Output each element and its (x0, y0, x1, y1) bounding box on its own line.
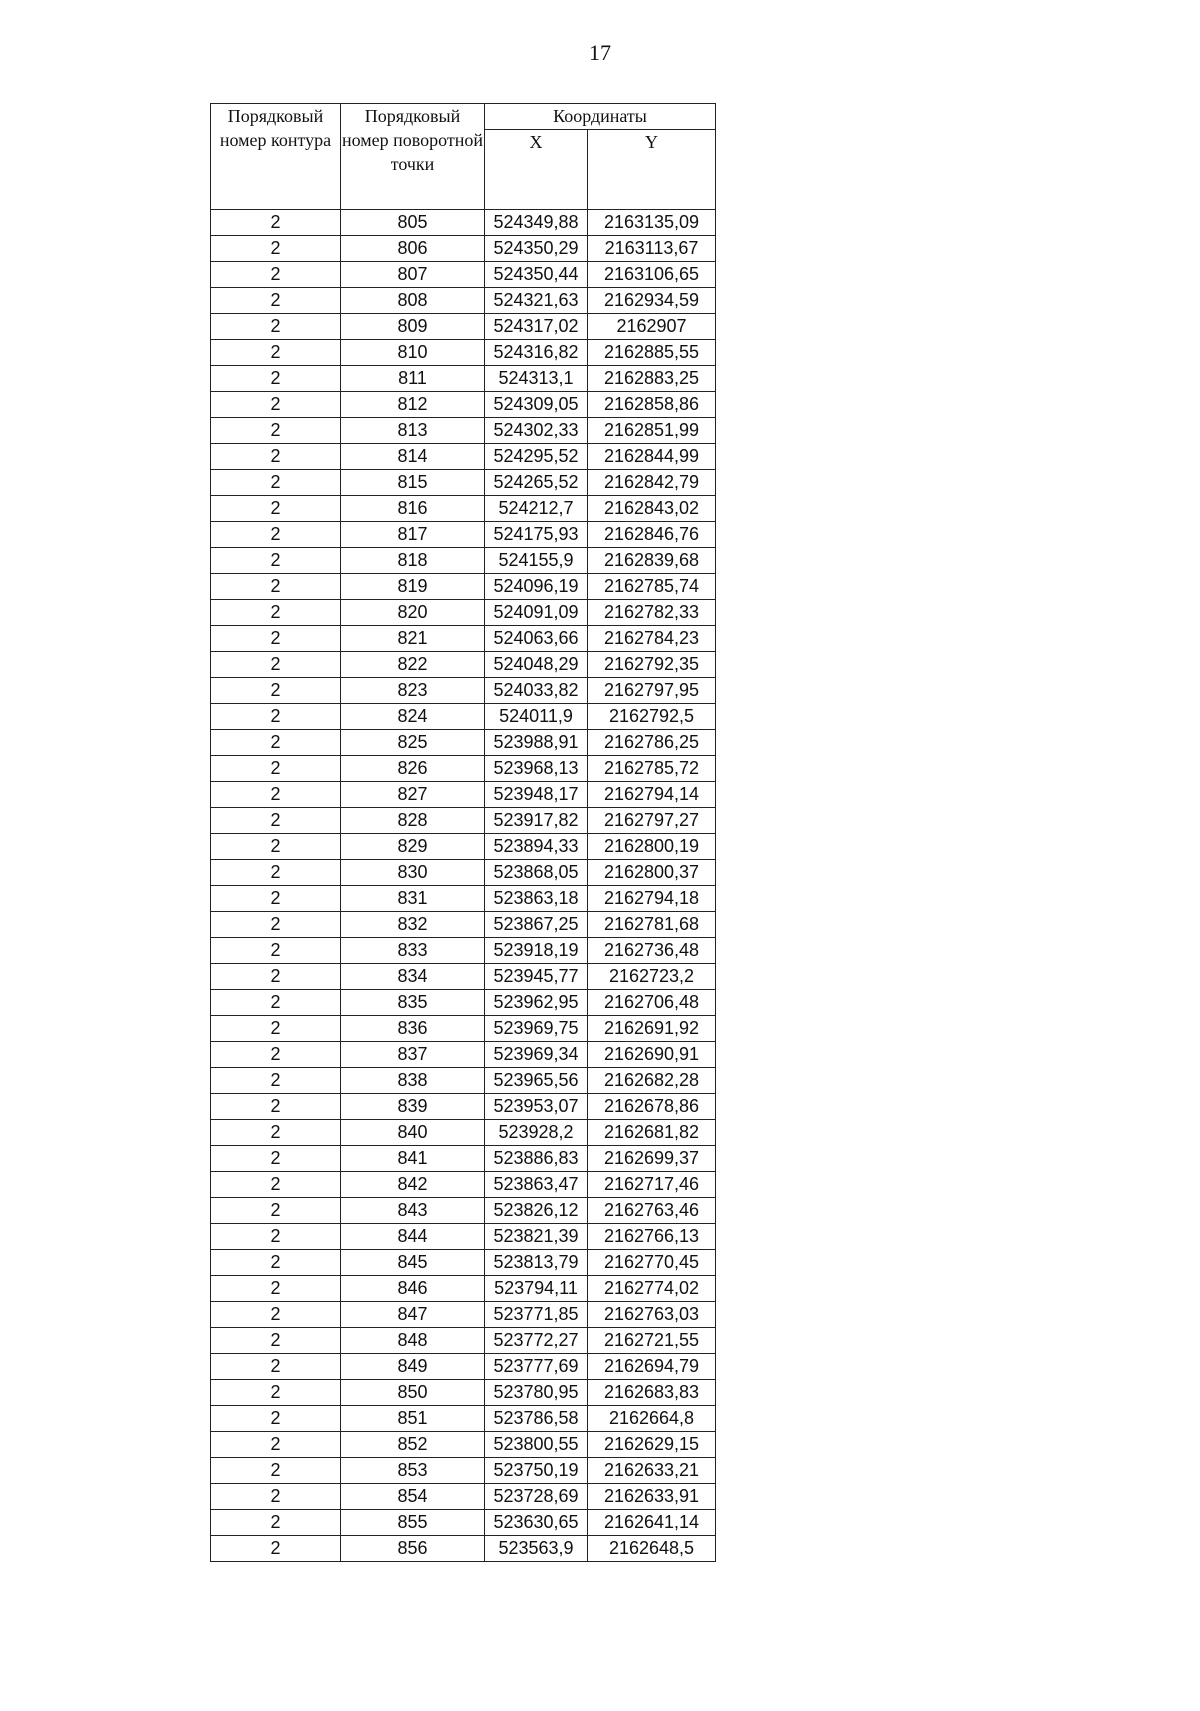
point-number-cell: 835 (341, 990, 485, 1016)
contour-number-cell: 2 (211, 288, 341, 314)
point-number-cell: 854 (341, 1484, 485, 1510)
point-number-cell: 827 (341, 782, 485, 808)
y-coordinate-cell: 2162648,5 (588, 1536, 716, 1562)
point-number-cell: 837 (341, 1042, 485, 1068)
y-coordinate-cell: 2162683,83 (588, 1380, 716, 1406)
x-coordinate-cell: 524011,9 (485, 704, 588, 730)
point-number-cell: 832 (341, 912, 485, 938)
contour-number-cell: 2 (211, 1536, 341, 1562)
table-row (211, 210, 716, 236)
contour-number-cell: 2 (211, 262, 341, 288)
y-coordinate-cell: 2162792,35 (588, 652, 716, 678)
table-row (211, 678, 716, 704)
x-coordinate-cell: 523780,95 (485, 1380, 588, 1406)
contour-number-cell: 2 (211, 1406, 341, 1432)
y-coordinate-cell: 2162682,28 (588, 1068, 716, 1094)
table-row (211, 1458, 716, 1484)
x-coordinate-cell: 523771,85 (485, 1302, 588, 1328)
point-number-cell: 805 (341, 210, 485, 236)
point-number-cell: 807 (341, 262, 485, 288)
contour-number-cell: 2 (211, 652, 341, 678)
contour-number-cell: 2 (211, 444, 341, 470)
table-row (211, 1120, 716, 1146)
contour-number-cell: 2 (211, 1250, 341, 1276)
table-row (211, 1354, 716, 1380)
contour-number-cell: 2 (211, 1042, 341, 1068)
x-coordinate-cell: 524321,63 (485, 288, 588, 314)
y-coordinate-cell: 2162641,14 (588, 1510, 716, 1536)
x-coordinate-cell: 524302,33 (485, 418, 588, 444)
table-row (211, 886, 716, 912)
x-coordinate-cell: 523917,82 (485, 808, 588, 834)
point-number-cell: 830 (341, 860, 485, 886)
y-coordinate-cell: 2162842,79 (588, 470, 716, 496)
table-row (211, 1328, 716, 1354)
point-number-cell: 815 (341, 470, 485, 496)
table-row (211, 990, 716, 1016)
contour-number-cell: 2 (211, 1172, 341, 1198)
point-number-cell: 834 (341, 964, 485, 990)
point-number-cell: 839 (341, 1094, 485, 1120)
point-number-cell: 843 (341, 1198, 485, 1224)
contour-number-cell: 2 (211, 1094, 341, 1120)
y-coordinate-cell: 2162797,27 (588, 808, 716, 834)
contour-number-cell: 2 (211, 1510, 341, 1536)
y-coordinate-cell: 2162699,37 (588, 1146, 716, 1172)
point-number-cell: 853 (341, 1458, 485, 1484)
contour-number-cell: 2 (211, 730, 341, 756)
x-coordinate-cell: 524048,29 (485, 652, 588, 678)
contour-number-cell: 2 (211, 522, 341, 548)
y-coordinate-cell: 2162846,76 (588, 522, 716, 548)
header-contour-number: Порядковый номер контура (211, 104, 341, 210)
y-coordinate-cell: 2163113,67 (588, 236, 716, 262)
x-coordinate-cell: 523863,18 (485, 886, 588, 912)
x-coordinate-cell: 523886,83 (485, 1146, 588, 1172)
y-coordinate-cell: 2162694,79 (588, 1354, 716, 1380)
x-coordinate-cell: 523750,19 (485, 1458, 588, 1484)
x-coordinate-cell: 523630,65 (485, 1510, 588, 1536)
y-coordinate-cell: 2162633,91 (588, 1484, 716, 1510)
x-coordinate-cell: 523948,17 (485, 782, 588, 808)
point-number-cell: 823 (341, 678, 485, 704)
contour-number-cell: 2 (211, 1224, 341, 1250)
table-row (211, 1172, 716, 1198)
table-row (211, 1432, 716, 1458)
x-coordinate-cell: 524033,82 (485, 678, 588, 704)
point-number-cell: 850 (341, 1380, 485, 1406)
point-number-cell: 819 (341, 574, 485, 600)
contour-number-cell: 2 (211, 392, 341, 418)
contour-number-cell: 2 (211, 860, 341, 886)
contour-number-cell: 2 (211, 1120, 341, 1146)
x-coordinate-cell: 524313,1 (485, 366, 588, 392)
table-row (211, 730, 716, 756)
y-coordinate-cell: 2162885,55 (588, 340, 716, 366)
y-coordinate-cell: 2162664,8 (588, 1406, 716, 1432)
x-coordinate-cell: 523945,77 (485, 964, 588, 990)
x-coordinate-cell: 523813,79 (485, 1250, 588, 1276)
header-coordinates: Координаты (485, 104, 716, 130)
x-coordinate-cell: 524096,19 (485, 574, 588, 600)
table-row (211, 470, 716, 496)
x-coordinate-cell: 524212,7 (485, 496, 588, 522)
x-coordinate-cell: 523794,11 (485, 1276, 588, 1302)
point-number-cell: 814 (341, 444, 485, 470)
contour-number-cell: 2 (211, 808, 341, 834)
table-row (211, 1016, 716, 1042)
table-row (211, 444, 716, 470)
contour-number-cell: 2 (211, 990, 341, 1016)
point-number-cell: 840 (341, 1120, 485, 1146)
y-coordinate-cell: 2162629,15 (588, 1432, 716, 1458)
x-coordinate-cell: 523988,91 (485, 730, 588, 756)
x-coordinate-cell: 523772,27 (485, 1328, 588, 1354)
table-row (211, 782, 716, 808)
x-coordinate-cell: 523826,12 (485, 1198, 588, 1224)
table-row (211, 912, 716, 938)
point-number-cell: 813 (341, 418, 485, 444)
table-row (211, 340, 716, 366)
point-number-cell: 816 (341, 496, 485, 522)
contour-number-cell: 2 (211, 1302, 341, 1328)
page-number: 17 (589, 40, 611, 65)
coordinates-table (210, 103, 716, 1562)
y-coordinate-cell: 2162690,91 (588, 1042, 716, 1068)
contour-number-cell: 2 (211, 236, 341, 262)
y-coordinate-cell: 2162800,37 (588, 860, 716, 886)
y-coordinate-cell: 2162782,33 (588, 600, 716, 626)
contour-number-cell: 2 (211, 340, 341, 366)
contour-number-cell: 2 (211, 1354, 341, 1380)
table-row (211, 236, 716, 262)
y-coordinate-cell: 2162786,25 (588, 730, 716, 756)
contour-number-cell: 2 (211, 678, 341, 704)
x-coordinate-cell: 523728,69 (485, 1484, 588, 1510)
contour-number-cell: 2 (211, 1146, 341, 1172)
table-row (211, 1068, 716, 1094)
table-row (211, 626, 716, 652)
table-row (211, 1198, 716, 1224)
contour-number-cell: 2 (211, 1276, 341, 1302)
point-number-cell: 851 (341, 1406, 485, 1432)
table-row (211, 834, 716, 860)
contour-number-cell: 2 (211, 1068, 341, 1094)
contour-number-cell: 2 (211, 756, 341, 782)
y-coordinate-cell: 2162781,68 (588, 912, 716, 938)
y-coordinate-cell: 2162633,21 (588, 1458, 716, 1484)
x-coordinate-cell: 523894,33 (485, 834, 588, 860)
y-coordinate-cell: 2162792,5 (588, 704, 716, 730)
y-coordinate-cell: 2162785,74 (588, 574, 716, 600)
table-row (211, 418, 716, 444)
point-number-cell: 822 (341, 652, 485, 678)
contour-number-cell: 2 (211, 1484, 341, 1510)
x-coordinate-cell: 524349,88 (485, 210, 588, 236)
point-number-cell: 849 (341, 1354, 485, 1380)
table-row (211, 574, 716, 600)
table-row (211, 392, 716, 418)
contour-number-cell: 2 (211, 1198, 341, 1224)
table-row (211, 1042, 716, 1068)
y-coordinate-cell: 2162784,23 (588, 626, 716, 652)
y-coordinate-cell: 2162934,59 (588, 288, 716, 314)
table-row (211, 704, 716, 730)
contour-number-cell: 2 (211, 470, 341, 496)
y-coordinate-cell: 2162794,18 (588, 886, 716, 912)
x-coordinate-cell: 523786,58 (485, 1406, 588, 1432)
table-row (211, 522, 716, 548)
table-row (211, 1276, 716, 1302)
y-coordinate-cell: 2162691,92 (588, 1016, 716, 1042)
point-number-cell: 831 (341, 886, 485, 912)
table-row (211, 600, 716, 626)
header-x: X (485, 130, 588, 210)
point-number-cell: 844 (341, 1224, 485, 1250)
x-coordinate-cell: 523962,95 (485, 990, 588, 1016)
table-row (211, 1302, 716, 1328)
table-row (211, 1380, 716, 1406)
x-coordinate-cell: 524350,44 (485, 262, 588, 288)
header-y: Y (588, 130, 716, 210)
point-number-cell: 812 (341, 392, 485, 418)
table-row (211, 1536, 716, 1562)
y-coordinate-cell: 2162883,25 (588, 366, 716, 392)
y-coordinate-cell: 2162839,68 (588, 548, 716, 574)
contour-number-cell: 2 (211, 210, 341, 236)
x-coordinate-cell: 523563,9 (485, 1536, 588, 1562)
table-row (211, 262, 716, 288)
point-number-cell: 811 (341, 366, 485, 392)
x-coordinate-cell: 524317,02 (485, 314, 588, 340)
x-coordinate-cell: 523969,34 (485, 1042, 588, 1068)
contour-number-cell: 2 (211, 834, 341, 860)
table-row (211, 1510, 716, 1536)
x-coordinate-cell: 523800,55 (485, 1432, 588, 1458)
y-coordinate-cell: 2162706,48 (588, 990, 716, 1016)
table-row (211, 1094, 716, 1120)
x-coordinate-cell: 524091,09 (485, 600, 588, 626)
contour-number-cell: 2 (211, 1380, 341, 1406)
point-number-cell: 818 (341, 548, 485, 574)
table-row (211, 288, 716, 314)
table-body (211, 210, 716, 1562)
contour-number-cell: 2 (211, 626, 341, 652)
contour-number-cell: 2 (211, 886, 341, 912)
point-number-cell: 821 (341, 626, 485, 652)
point-number-cell: 838 (341, 1068, 485, 1094)
x-coordinate-cell: 524295,52 (485, 444, 588, 470)
x-coordinate-cell: 523777,69 (485, 1354, 588, 1380)
point-number-cell: 810 (341, 340, 485, 366)
contour-number-cell: 2 (211, 782, 341, 808)
contour-number-cell: 2 (211, 1328, 341, 1354)
point-number-cell: 856 (341, 1536, 485, 1562)
y-coordinate-cell: 2162723,2 (588, 964, 716, 990)
point-number-cell: 825 (341, 730, 485, 756)
x-coordinate-cell: 523863,47 (485, 1172, 588, 1198)
x-coordinate-cell: 524063,66 (485, 626, 588, 652)
table-row (211, 496, 716, 522)
point-number-cell: 817 (341, 522, 485, 548)
y-coordinate-cell: 2162721,55 (588, 1328, 716, 1354)
y-coordinate-cell: 2162766,13 (588, 1224, 716, 1250)
point-number-cell: 806 (341, 236, 485, 262)
table-row (211, 652, 716, 678)
contour-number-cell: 2 (211, 1432, 341, 1458)
contour-number-cell: 2 (211, 938, 341, 964)
table-row (211, 964, 716, 990)
x-coordinate-cell: 523928,2 (485, 1120, 588, 1146)
contour-number-cell: 2 (211, 314, 341, 340)
y-coordinate-cell: 2162800,19 (588, 834, 716, 860)
x-coordinate-cell: 524350,29 (485, 236, 588, 262)
table-row (211, 808, 716, 834)
y-coordinate-cell: 2162681,82 (588, 1120, 716, 1146)
x-coordinate-cell: 523965,56 (485, 1068, 588, 1094)
x-coordinate-cell: 523918,19 (485, 938, 588, 964)
table-row (211, 548, 716, 574)
point-number-cell: 829 (341, 834, 485, 860)
point-number-cell: 841 (341, 1146, 485, 1172)
point-number-cell: 852 (341, 1432, 485, 1458)
x-coordinate-cell: 523953,07 (485, 1094, 588, 1120)
table-row (211, 314, 716, 340)
contour-number-cell: 2 (211, 600, 341, 626)
point-number-cell: 824 (341, 704, 485, 730)
y-coordinate-cell: 2162858,86 (588, 392, 716, 418)
x-coordinate-cell: 524175,93 (485, 522, 588, 548)
table-row (211, 756, 716, 782)
x-coordinate-cell: 524316,82 (485, 340, 588, 366)
table-row (211, 1484, 716, 1510)
table-row (211, 366, 716, 392)
point-number-cell: 846 (341, 1276, 485, 1302)
table-row (211, 860, 716, 886)
point-number-cell: 826 (341, 756, 485, 782)
y-coordinate-cell: 2163135,09 (588, 210, 716, 236)
contour-number-cell: 2 (211, 366, 341, 392)
table-row (211, 1146, 716, 1172)
y-coordinate-cell: 2162785,72 (588, 756, 716, 782)
contour-number-cell: 2 (211, 1016, 341, 1042)
contour-number-cell: 2 (211, 496, 341, 522)
x-coordinate-cell: 523821,39 (485, 1224, 588, 1250)
x-coordinate-cell: 523968,13 (485, 756, 588, 782)
point-number-cell: 855 (341, 1510, 485, 1536)
point-number-cell: 847 (341, 1302, 485, 1328)
point-number-cell: 833 (341, 938, 485, 964)
y-coordinate-cell: 2162794,14 (588, 782, 716, 808)
contour-number-cell: 2 (211, 1458, 341, 1484)
point-number-cell: 808 (341, 288, 485, 314)
y-coordinate-cell: 2162843,02 (588, 496, 716, 522)
point-number-cell: 836 (341, 1016, 485, 1042)
y-coordinate-cell: 2162736,48 (588, 938, 716, 964)
contour-number-cell: 2 (211, 964, 341, 990)
x-coordinate-cell: 524265,52 (485, 470, 588, 496)
point-number-cell: 848 (341, 1328, 485, 1354)
x-coordinate-cell: 524155,9 (485, 548, 588, 574)
y-coordinate-cell: 2162763,46 (588, 1198, 716, 1224)
header-point-number: Порядковый номер поворотной точки (341, 104, 485, 210)
table-row (211, 1406, 716, 1432)
y-coordinate-cell: 2162763,03 (588, 1302, 716, 1328)
y-coordinate-cell: 2162797,95 (588, 678, 716, 704)
y-coordinate-cell: 2162774,02 (588, 1276, 716, 1302)
point-number-cell: 842 (341, 1172, 485, 1198)
y-coordinate-cell: 2162851,99 (588, 418, 716, 444)
point-number-cell: 828 (341, 808, 485, 834)
y-coordinate-cell: 2162907 (588, 314, 716, 340)
contour-number-cell: 2 (211, 704, 341, 730)
point-number-cell: 809 (341, 314, 485, 340)
x-coordinate-cell: 523867,25 (485, 912, 588, 938)
contour-number-cell: 2 (211, 418, 341, 444)
contour-number-cell: 2 (211, 548, 341, 574)
x-coordinate-cell: 523868,05 (485, 860, 588, 886)
x-coordinate-cell: 523969,75 (485, 1016, 588, 1042)
y-coordinate-cell: 2162678,86 (588, 1094, 716, 1120)
contour-number-cell: 2 (211, 912, 341, 938)
y-coordinate-cell: 2163106,65 (588, 262, 716, 288)
y-coordinate-cell: 2162770,45 (588, 1250, 716, 1276)
y-coordinate-cell: 2162717,46 (588, 1172, 716, 1198)
table-row (211, 1250, 716, 1276)
table-row (211, 938, 716, 964)
point-number-cell: 845 (341, 1250, 485, 1276)
point-number-cell: 820 (341, 600, 485, 626)
table-row (211, 1224, 716, 1250)
x-coordinate-cell: 524309,05 (485, 392, 588, 418)
contour-number-cell: 2 (211, 574, 341, 600)
y-coordinate-cell: 2162844,99 (588, 444, 716, 470)
